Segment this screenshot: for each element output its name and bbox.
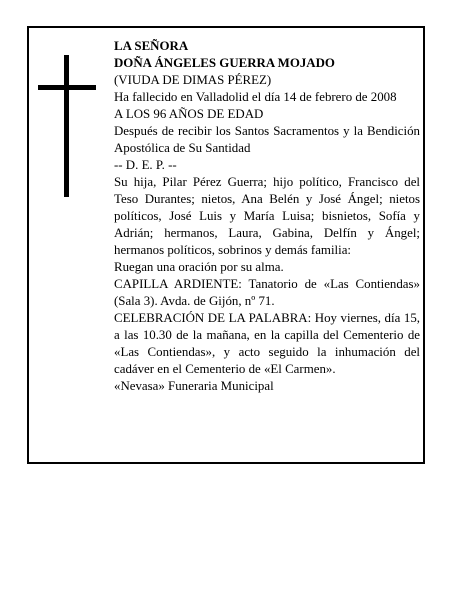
obituary-text [114,38,420,395]
deceased-name: DOÑA ÁNGELES GUERRA MOJADO [114,56,335,70]
prayer-line: Ruegan una oración por su alma. [114,260,284,274]
celebration-line: CELEBRACIÓN DE LA PALABRA: Hoy viernes, día 15, a las 10.30 de la mañana, en la capilla del Cementerio de «Las Contiendas», y acto seguido la inhumación del cadáver en el Cementerio de «El Carmen». [114,311,420,376]
widow-line: (VIUDA DE DIMAS PÉREZ) [114,73,272,87]
cross-horizontal-bar [38,85,96,90]
funeral-home-line: «Nevasa» Funeraria Municipal [114,379,274,393]
death-line: Ha fallecido en Valladolid el día 14 de febrero de 2008 [114,90,397,104]
cross-icon [38,55,96,197]
title-line: LA SEÑORA [114,39,189,53]
sacraments-line: Después de recibir los Santos Sacramentos y la Bendición Apostólica de Su Santidad [114,124,420,155]
age-line: A LOS 96 AÑOS DE EDAD [114,107,264,121]
family-line: Su hija, Pilar Pérez Guerra; hijo político, Francisco del Teso Durantes; nietos, Ana Belén y José Ángel; nietos políticos, José Luis y María Luisa; bisnietos, Sofía y Adrián; hermanos, Laura, Gabina, Delfín y Ángel; hermanos políticos, sobrinos y demás familia: [114,175,420,257]
cross-vertical-bar [64,55,69,197]
chapel-line: CAPILLA ARDIENTE: Tanatorio de «Las Contiendas» (Sala 3). Avda. de Gijón, nº 71. [114,277,420,308]
rip-line: -- D. E. P. -- [114,158,177,172]
